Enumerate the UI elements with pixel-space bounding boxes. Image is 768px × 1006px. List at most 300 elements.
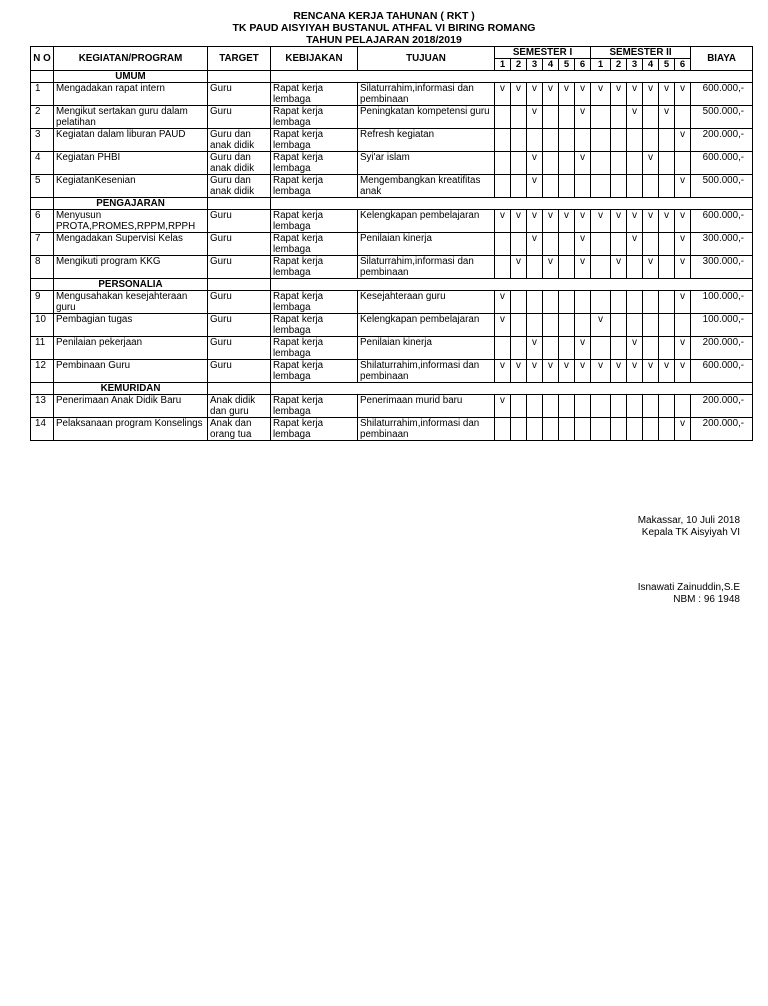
month-mark <box>495 233 511 256</box>
section-cell-target <box>208 198 271 210</box>
section-row <box>31 198 753 210</box>
month-mark <box>559 395 575 418</box>
row-tujuan: Syi'ar islam <box>358 152 495 175</box>
month-mark: v <box>527 152 543 175</box>
row-biaya: 200.000,- <box>691 337 753 360</box>
month-mark <box>543 129 559 152</box>
month-mark: v <box>643 256 659 279</box>
row-kegiatan: Penerimaan Anak Didik Baru <box>54 395 208 418</box>
month-mark <box>659 395 675 418</box>
month-mark: v <box>543 83 559 106</box>
month-mark <box>643 233 659 256</box>
month-mark <box>575 129 591 152</box>
col-header-kebijakan: KEBIJAKAN <box>271 47 358 71</box>
month-mark <box>643 337 659 360</box>
row-no: 8 <box>31 256 54 279</box>
month-mark: v <box>659 360 675 383</box>
month-mark: v <box>611 83 627 106</box>
month-mark <box>675 314 691 337</box>
month-mark <box>611 395 627 418</box>
month-mark <box>511 129 527 152</box>
month-mark: v <box>575 152 591 175</box>
month-mark: v <box>675 291 691 314</box>
table-row <box>31 175 753 198</box>
row-no: 3 <box>31 129 54 152</box>
month-mark <box>659 337 675 360</box>
section-cell-filler <box>271 383 753 395</box>
month-mark <box>675 395 691 418</box>
row-target: Guru <box>208 210 271 233</box>
month-mark <box>559 175 575 198</box>
month-mark <box>495 129 511 152</box>
row-kegiatan: Mengikut sertakan guru dalam pelatihan <box>54 106 208 129</box>
month-mark <box>559 106 575 129</box>
month-mark: v <box>575 83 591 106</box>
row-kebijakan: Rapat kerja lembaga <box>271 337 358 360</box>
month-mark <box>575 395 591 418</box>
month-mark <box>591 337 611 360</box>
month-mark: v <box>643 152 659 175</box>
month-mark: v <box>591 83 611 106</box>
col-header-month: 3 <box>527 59 543 71</box>
row-tujuan: Refresh kegiatan <box>358 129 495 152</box>
row-biaya: 600.000,- <box>691 210 753 233</box>
row-tujuan: Kelengkapan pembelajaran <box>358 314 495 337</box>
month-mark <box>643 395 659 418</box>
row-kebijakan: Rapat kerja lembaga <box>271 256 358 279</box>
col-header-month: 1 <box>591 59 611 71</box>
document-title: RENCANA KERJA TAHUNAN ( RKT ) <box>293 10 475 22</box>
row-kegiatan: Mengikuti program KKG <box>54 256 208 279</box>
month-mark <box>495 337 511 360</box>
table-row <box>31 395 753 418</box>
row-kegiatan: Kegiatan dalam liburan PAUD <box>54 129 208 152</box>
month-mark: v <box>543 256 559 279</box>
month-mark <box>543 291 559 314</box>
month-mark <box>659 175 675 198</box>
month-mark: v <box>591 210 611 233</box>
signature-place-date: Makassar, 10 Juli 2018 <box>637 515 740 526</box>
month-mark: v <box>559 210 575 233</box>
month-mark: v <box>627 360 643 383</box>
month-mark <box>611 337 627 360</box>
month-mark <box>659 152 675 175</box>
row-kegiatan: KegiatanKesenian <box>54 175 208 198</box>
month-mark: v <box>527 233 543 256</box>
row-kebijakan: Rapat kerja lembaga <box>271 152 358 175</box>
month-mark <box>543 233 559 256</box>
row-no: 6 <box>31 210 54 233</box>
row-tujuan: Shilaturrahim,informasi dan pembinaan <box>358 418 495 441</box>
row-target: Guru <box>208 314 271 337</box>
month-mark <box>511 418 527 441</box>
month-mark: v <box>575 106 591 129</box>
month-mark: v <box>675 233 691 256</box>
signature-nbm: NBM : 96 1948 <box>673 594 740 605</box>
month-mark <box>575 418 591 441</box>
month-mark <box>543 337 559 360</box>
row-kegiatan: Pembinaan Guru <box>54 360 208 383</box>
section-row <box>31 383 753 395</box>
month-mark: v <box>643 360 659 383</box>
month-mark: v <box>527 360 543 383</box>
month-mark <box>611 152 627 175</box>
month-mark <box>511 395 527 418</box>
month-mark <box>627 129 643 152</box>
month-mark: v <box>627 210 643 233</box>
row-biaya: 200.000,- <box>691 418 753 441</box>
row-target: Anak dan orang tua <box>208 418 271 441</box>
month-mark <box>527 418 543 441</box>
col-header-target: TARGET <box>208 47 271 71</box>
month-mark: v <box>675 210 691 233</box>
table-row <box>31 210 753 233</box>
month-mark <box>527 314 543 337</box>
table-row <box>31 337 753 360</box>
month-mark: v <box>643 83 659 106</box>
month-mark: v <box>675 256 691 279</box>
row-tujuan: Silaturrahim,informasi dan pembinaan <box>358 83 495 106</box>
table-row <box>31 129 753 152</box>
academic-year: TAHUN PELAJARAN 2018/2019 <box>306 34 462 46</box>
row-no: 14 <box>31 418 54 441</box>
month-mark: v <box>591 314 611 337</box>
month-mark <box>611 175 627 198</box>
month-mark: v <box>527 83 543 106</box>
row-biaya: 200.000,- <box>691 395 753 418</box>
month-mark <box>643 106 659 129</box>
month-mark: v <box>527 337 543 360</box>
month-mark <box>543 418 559 441</box>
row-biaya: 600.000,- <box>691 360 753 383</box>
section-row <box>31 279 753 291</box>
month-mark <box>591 106 611 129</box>
row-kebijakan: Rapat kerja lembaga <box>271 83 358 106</box>
col-header-kegiatan: KEGIATAN/PROGRAM <box>54 47 208 71</box>
month-mark: v <box>675 337 691 360</box>
month-mark <box>611 291 627 314</box>
section-cell-filler <box>271 279 753 291</box>
month-mark <box>559 291 575 314</box>
section-cell-target <box>208 71 271 83</box>
month-mark <box>627 418 643 441</box>
month-mark <box>659 291 675 314</box>
row-biaya: 500.000,- <box>691 106 753 129</box>
section-cell-target <box>208 279 271 291</box>
col-header-month: 3 <box>627 59 643 71</box>
month-mark: v <box>575 210 591 233</box>
section-title: PENGAJARAN <box>54 198 208 210</box>
row-no: 1 <box>31 83 54 106</box>
signature-name: Isnawati Zainuddin,S.E <box>637 582 740 593</box>
row-target: Anak didik dan guru <box>208 395 271 418</box>
month-mark: v <box>495 395 511 418</box>
month-mark <box>591 395 611 418</box>
row-no: 2 <box>31 106 54 129</box>
row-biaya: 600.000,- <box>691 83 753 106</box>
month-mark: v <box>659 106 675 129</box>
month-mark: v <box>611 256 627 279</box>
month-mark <box>495 418 511 441</box>
document-header <box>0 10 768 46</box>
month-mark <box>611 418 627 441</box>
section-cell-filler <box>271 198 753 210</box>
row-biaya: 100.000,- <box>691 291 753 314</box>
row-target: Guru <box>208 233 271 256</box>
signature-block <box>638 515 740 539</box>
month-mark: v <box>575 256 591 279</box>
row-kegiatan: Pelaksanaan program Konselings <box>54 418 208 441</box>
month-mark <box>591 256 611 279</box>
row-target: Guru <box>208 256 271 279</box>
row-biaya: 200.000,- <box>691 129 753 152</box>
month-mark <box>659 256 675 279</box>
col-header-month: 4 <box>643 59 659 71</box>
month-mark: v <box>543 360 559 383</box>
row-tujuan: Silaturrahim,informasi dan pembinaan <box>358 256 495 279</box>
row-tujuan: Mengembangkan kreatifitas anak <box>358 175 495 198</box>
section-cell-filler <box>271 71 753 83</box>
month-mark: v <box>575 360 591 383</box>
month-mark: v <box>675 83 691 106</box>
row-kebijakan: Rapat kerja lembaga <box>271 418 358 441</box>
row-kebijakan: Rapat kerja lembaga <box>271 106 358 129</box>
month-mark <box>627 314 643 337</box>
month-mark <box>591 152 611 175</box>
row-kebijakan: Rapat kerja lembaga <box>271 395 358 418</box>
month-mark <box>575 314 591 337</box>
row-biaya: 500.000,- <box>691 175 753 198</box>
row-kegiatan: Pembagian tugas <box>54 314 208 337</box>
month-mark <box>659 418 675 441</box>
month-mark <box>675 152 691 175</box>
row-no: 4 <box>31 152 54 175</box>
month-mark: v <box>675 418 691 441</box>
month-mark: v <box>611 360 627 383</box>
table-row <box>31 291 753 314</box>
row-target: Guru dan anak didik <box>208 129 271 152</box>
month-mark <box>611 129 627 152</box>
month-mark <box>511 106 527 129</box>
month-mark <box>527 129 543 152</box>
month-mark <box>511 314 527 337</box>
row-kegiatan: Mengusahakan kesejahteraan guru <box>54 291 208 314</box>
section-title: KEMURIDAN <box>54 383 208 395</box>
month-mark <box>495 152 511 175</box>
row-target: Guru <box>208 83 271 106</box>
row-kegiatan: Kegiatan PHBI <box>54 152 208 175</box>
month-mark: v <box>591 360 611 383</box>
month-mark: v <box>559 83 575 106</box>
col-header-no: N O <box>31 47 54 71</box>
month-mark <box>511 291 527 314</box>
month-mark <box>659 233 675 256</box>
month-mark: v <box>543 210 559 233</box>
month-mark <box>495 175 511 198</box>
row-target: Guru <box>208 106 271 129</box>
month-mark <box>511 337 527 360</box>
month-mark <box>591 129 611 152</box>
signature-name-block <box>638 582 740 606</box>
month-mark <box>527 291 543 314</box>
table-row <box>31 360 753 383</box>
month-mark <box>575 175 591 198</box>
month-mark <box>559 418 575 441</box>
row-no: 10 <box>31 314 54 337</box>
month-mark: v <box>511 210 527 233</box>
month-mark <box>511 175 527 198</box>
month-mark <box>611 106 627 129</box>
month-mark <box>495 106 511 129</box>
col-header-semester-1: SEMESTER I <box>495 47 591 59</box>
row-kebijakan: Rapat kerja lembaga <box>271 175 358 198</box>
month-mark <box>591 291 611 314</box>
col-header-biaya: BIAYA <box>691 47 753 71</box>
month-mark <box>559 314 575 337</box>
row-target: Guru <box>208 360 271 383</box>
row-kegiatan: Mengadakan Supervisi Kelas <box>54 233 208 256</box>
month-mark <box>543 175 559 198</box>
col-header-month: 6 <box>675 59 691 71</box>
month-mark <box>627 152 643 175</box>
month-mark: v <box>511 256 527 279</box>
month-mark: v <box>495 83 511 106</box>
month-mark <box>627 291 643 314</box>
row-target: Guru dan anak didik <box>208 175 271 198</box>
month-mark: v <box>627 337 643 360</box>
month-mark: v <box>495 360 511 383</box>
table-row <box>31 418 753 441</box>
month-mark: v <box>575 337 591 360</box>
row-tujuan: Penerimaan murid baru <box>358 395 495 418</box>
row-kegiatan: Menyusun PROTA,PROMES,RPPM,RPPH <box>54 210 208 233</box>
month-mark: v <box>575 233 591 256</box>
col-header-month: 5 <box>659 59 675 71</box>
school-name: TK PAUD AISYIYAH BUSTANUL ATHFAL VI BIRING ROMANG <box>232 22 536 34</box>
signature-position: Kepala TK Aisyiyah VI <box>641 527 740 538</box>
section-cell-no <box>31 279 54 291</box>
row-kebijakan: Rapat kerja lembaga <box>271 291 358 314</box>
month-mark <box>543 106 559 129</box>
col-header-month: 4 <box>543 59 559 71</box>
row-target: Guru dan anak didik <box>208 152 271 175</box>
row-no: 7 <box>31 233 54 256</box>
row-tujuan: Shilaturrahim,informasi dan pembinaan <box>358 360 495 383</box>
row-tujuan: Peningkatan kompetensi guru <box>358 106 495 129</box>
month-mark: v <box>675 360 691 383</box>
month-mark <box>559 337 575 360</box>
rkt-table <box>30 46 753 441</box>
month-mark: v <box>527 175 543 198</box>
month-mark <box>627 256 643 279</box>
month-mark: v <box>627 106 643 129</box>
row-target: Guru <box>208 291 271 314</box>
month-mark <box>643 418 659 441</box>
section-title: UMUM <box>54 71 208 83</box>
table-row <box>31 256 753 279</box>
row-no: 9 <box>31 291 54 314</box>
month-mark: v <box>495 314 511 337</box>
month-mark <box>627 395 643 418</box>
section-cell-no <box>31 71 54 83</box>
row-no: 11 <box>31 337 54 360</box>
month-mark: v <box>527 106 543 129</box>
row-no: 12 <box>31 360 54 383</box>
row-kebijakan: Rapat kerja lembaga <box>271 129 358 152</box>
col-header-month: 2 <box>611 59 627 71</box>
row-biaya: 300.000,- <box>691 256 753 279</box>
col-header-semester-2: SEMESTER II <box>591 47 691 59</box>
month-mark <box>575 291 591 314</box>
month-mark <box>559 152 575 175</box>
month-mark: v <box>627 83 643 106</box>
month-mark <box>543 152 559 175</box>
table-row <box>31 233 753 256</box>
row-kebijakan: Rapat kerja lembaga <box>271 233 358 256</box>
month-mark <box>643 314 659 337</box>
month-mark <box>559 233 575 256</box>
row-no: 13 <box>31 395 54 418</box>
month-mark <box>559 256 575 279</box>
row-biaya: 300.000,- <box>691 233 753 256</box>
row-tujuan: Penilaian kinerja <box>358 233 495 256</box>
table-row <box>31 152 753 175</box>
row-target: Guru <box>208 337 271 360</box>
month-mark <box>543 314 559 337</box>
row-biaya: 600.000,- <box>691 152 753 175</box>
table-row <box>31 83 753 106</box>
row-no: 5 <box>31 175 54 198</box>
row-tujuan: Penilaian kinerja <box>358 337 495 360</box>
month-mark: v <box>643 210 659 233</box>
month-mark <box>591 418 611 441</box>
section-row <box>31 71 753 83</box>
month-mark: v <box>511 83 527 106</box>
month-mark: v <box>495 291 511 314</box>
month-mark <box>643 129 659 152</box>
month-mark <box>527 256 543 279</box>
month-mark: v <box>511 360 527 383</box>
row-tujuan: Kesejahteraan guru <box>358 291 495 314</box>
section-cell-no <box>31 383 54 395</box>
month-mark: v <box>611 210 627 233</box>
month-mark <box>643 291 659 314</box>
month-mark <box>675 106 691 129</box>
month-mark <box>511 152 527 175</box>
section-cell-target <box>208 383 271 395</box>
section-cell-no <box>31 198 54 210</box>
col-header-month: 2 <box>511 59 527 71</box>
month-mark <box>559 129 575 152</box>
month-mark: v <box>675 129 691 152</box>
month-mark <box>659 129 675 152</box>
month-mark <box>611 314 627 337</box>
row-kebijakan: Rapat kerja lembaga <box>271 210 358 233</box>
month-mark <box>591 175 611 198</box>
month-mark <box>543 395 559 418</box>
month-mark <box>659 314 675 337</box>
month-mark <box>643 175 659 198</box>
row-biaya: 100.000,- <box>691 314 753 337</box>
month-mark: v <box>675 175 691 198</box>
month-mark: v <box>559 360 575 383</box>
row-kebijakan: Rapat kerja lembaga <box>271 360 358 383</box>
row-kegiatan: Mengadakan rapat intern <box>54 83 208 106</box>
table-row <box>31 314 753 337</box>
month-mark <box>591 233 611 256</box>
table-row <box>31 106 753 129</box>
month-mark: v <box>659 83 675 106</box>
